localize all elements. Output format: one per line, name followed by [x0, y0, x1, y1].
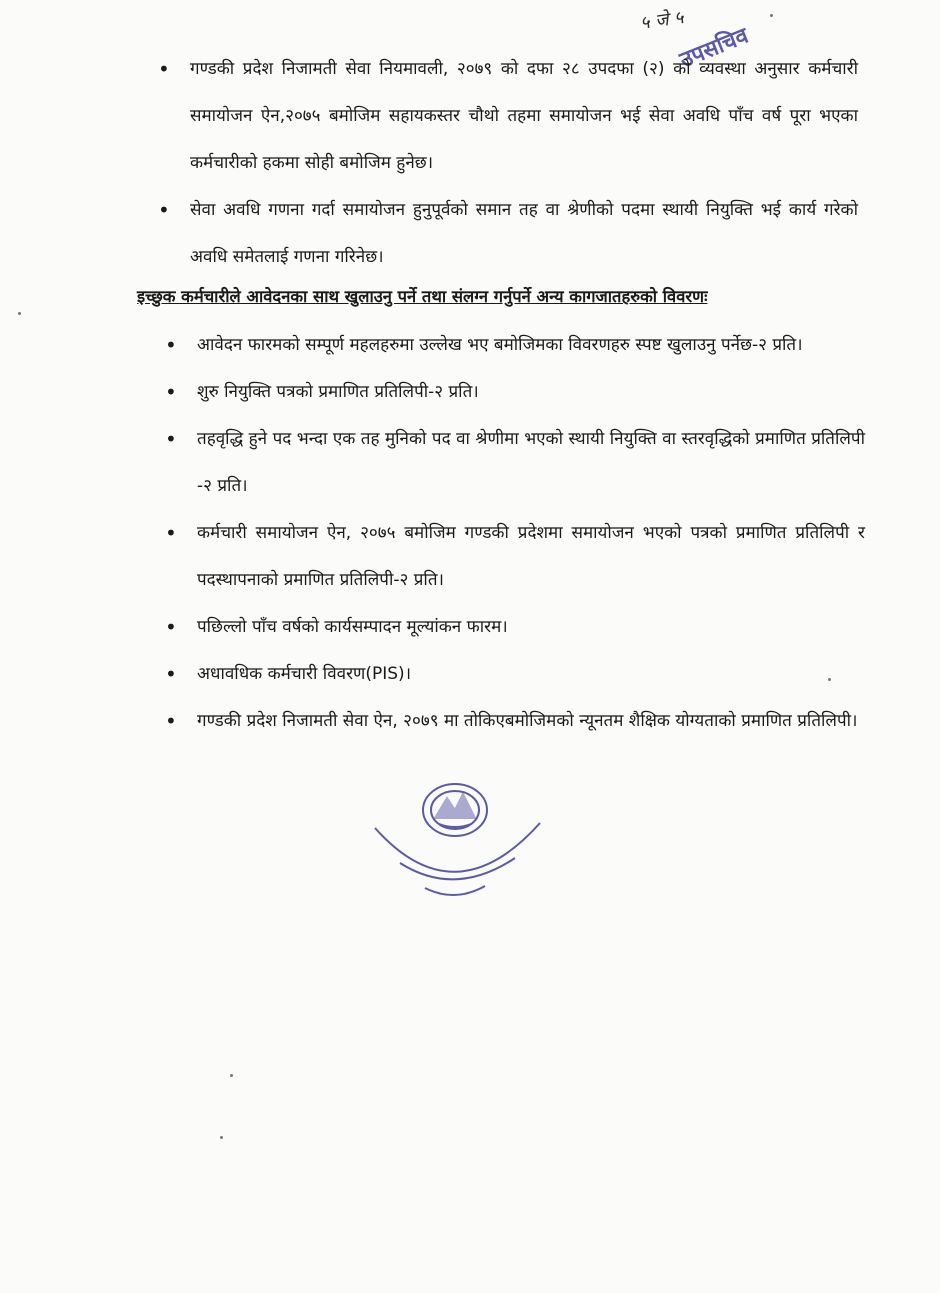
- list-item: • गण्डकी प्रदेश निजामती सेवा ऐन, २०७९ मा तोकिएबमोजिमको न्यूनतम शैक्षिक योग्यताको प्रमाणित प्रतिलिपी।: [165, 698, 865, 745]
- list-item: • सेवा अवधि गणना गर्दा समायोजन हुनुपूर्वको समान तह वा श्रेणीको पदमा स्थायी नियुक्ति भई कार्य गरेको अवधि समेतलाई गणना गरिनेछ।: [158, 187, 858, 281]
- scan-speck: [230, 1074, 233, 1077]
- list-item: • गण्डकी प्रदेश निजामती सेवा नियमावली, २०७९ को दफा २८ उपदफा (२) को व्यवस्था अनुसार कर्मचारी समायोजन ऐन,२०७५ बमोजिम सहायकस्तर चौथो तहमा समायोजन भई सेवा अवधि पाँच वर्ष पूरा भएका कर्मचारीको हकमा सोही बमोजिम हुनेछ।: [158, 46, 858, 187]
- eligibility-bullet-list: [158, 46, 858, 281]
- scan-speck: [828, 678, 831, 681]
- designation-stamp: उपसचिव: [676, 23, 752, 74]
- handwritten-note: ५ जे ५: [638, 7, 685, 34]
- list-item: • आवेदन फारमको सम्पूर्ण महलहरुमा उल्लेख भए बमोजिमका विवरणहरु स्पष्ट खुलाउनु पर्नेछ-२ प्रति।: [165, 322, 865, 369]
- list-item: • कर्मचारी समायोजन ऐन, २०७५ बमोजिम गण्डकी प्रदेशमा समायोजन भएको पत्रको प्रमाणित प्रतिलिपी र पदस्थापनाको प्रमाणित प्रतिलिपी-२ प्रति।: [165, 510, 865, 604]
- scan-speck: [770, 14, 773, 17]
- scan-speck: [18, 312, 21, 315]
- documents-heading: इच्छुक कर्मचारीले आवेदनका साथ खुलाउनु पर्ने तथा संलग्न गर्नुपर्ने अन्य कागजातहरुको विवरणः: [137, 287, 708, 306]
- list-item: • पछिल्लो पाँच वर्षको कार्यसम्पादन मूल्यांकन फारम।: [165, 604, 865, 651]
- list-item: • तहवृद्धि हुने पद भन्दा एक तह मुनिको पद वा श्रेणीमा भएको स्थायी नियुक्ति वा स्तरवृद्धिको प्रमाणित प्रतिलिपी -२ प्रति।: [165, 416, 865, 510]
- list-item: • शुरु नियुक्ति पत्रको प्रमाणित प्रतिलिपी-२ प्रति।: [165, 369, 865, 416]
- ministry-seal-icon: [355, 768, 555, 908]
- required-documents-list: [165, 322, 865, 745]
- scan-speck: [220, 1136, 223, 1139]
- list-item: • अधावधिक कर्मचारी विवरण(PIS)।: [165, 651, 865, 698]
